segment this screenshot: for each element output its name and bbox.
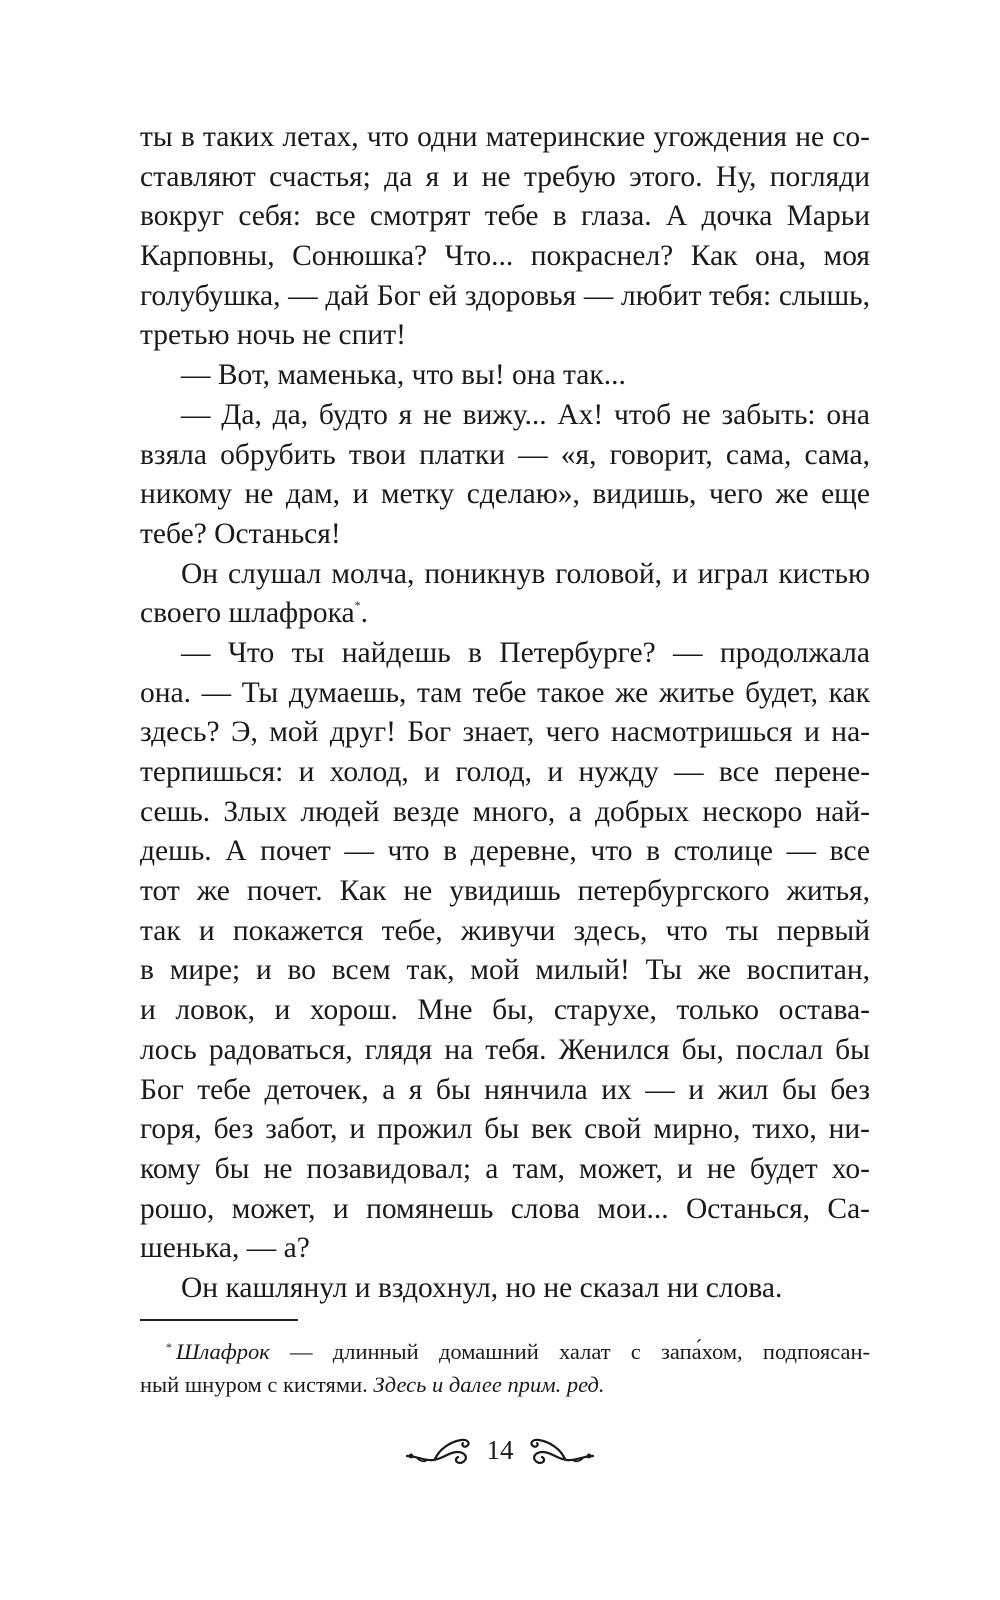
text-line-content: своего шлафрока [140, 597, 355, 630]
text-line [140, 872, 870, 912]
text-line [140, 555, 870, 595]
text-line-content: Карповны, Сонюшка? Что... покраснел? Как она, моя [140, 240, 870, 273]
text-line-content: тебе? Останься! [140, 517, 341, 550]
text-line-content: лось радоваться, глядя на тебя. Женился бы, послал бы [140, 1033, 870, 1066]
text-line [140, 1229, 870, 1269]
text-line-content: так и покажется тебе, живучи здесь, что ты первый [140, 914, 870, 947]
footnote-definition-end: ный шнуром с кистями. [140, 1372, 374, 1397]
text-line [140, 991, 870, 1031]
text-line-content: ставляют счастья; да я и не требую этого. Ну, погляди [140, 160, 870, 193]
text-line-content: Бог тебе деточек, а я бы нянчила их — и жил бы без [140, 1073, 870, 1106]
text-line-content: голубушка, — дай Бог ей здоровья — любит тебя: слышь, [140, 279, 870, 312]
footnote [140, 1335, 870, 1401]
text-line [140, 118, 870, 158]
editor-note: Здесь и далее прим. ред. [373, 1372, 605, 1397]
text-line-punctuation: . [360, 597, 369, 630]
page-number: 14 [486, 1435, 514, 1465]
text-line [140, 158, 870, 198]
text-line-content: никому не дам, и метку сделаю», видишь, чего же еще [140, 478, 870, 511]
text-line [140, 515, 870, 555]
text-line-content: терпишься: и холод, и голод, и нужду — все перене- [140, 756, 870, 788]
text-line [140, 1031, 870, 1071]
text-line [140, 396, 870, 436]
text-line-content: — Вот, маменька, что вы! она так... [181, 359, 626, 392]
page-footer [0, 1432, 1000, 1472]
text-line [140, 1269, 870, 1309]
text-line-content: шенька, — а? [140, 1232, 310, 1265]
text-line-content: ты в таких летах, что одни материнские угождения не со- [140, 121, 870, 153]
text-line [140, 912, 870, 952]
text-line-content: Он слушал молча, поникнув головой, и играл кистью [181, 557, 870, 590]
text-line [140, 674, 870, 714]
text-line-content: рошо, может, и помянешь слова мои... Останься, Са- [140, 1192, 870, 1225]
text-line [140, 713, 870, 753]
text-line [140, 634, 870, 674]
text-line-content: — Да, да, будто я не вижу... Ах! чтоб не забыть: она [181, 398, 870, 431]
footnote-marker: * [166, 1340, 172, 1354]
footnote-line [140, 1368, 870, 1401]
text-line [140, 1071, 870, 1111]
body-text [140, 118, 870, 1309]
text-line [140, 436, 870, 476]
text-line-content: сешь. Злых людей везде много, а добрых нескоро най- [140, 795, 870, 828]
text-line-content: она. — Ты думаешь, там тебе такое же житье будет, как [140, 676, 870, 709]
text-line-content: — Что ты найдешь в Петербурге? — продолжала [181, 636, 870, 669]
text-line [140, 832, 870, 872]
text-line [140, 277, 870, 317]
text-line [140, 1190, 870, 1230]
footnote-line [140, 1335, 870, 1368]
text-line-content: и ловок, и хорош. Мне бы, старухе, только остава- [140, 994, 870, 1027]
text-line-content: здесь? Э, мой друг! Бог знает, чего насмотришься и на- [140, 716, 870, 749]
left-ornament-icon [405, 1434, 473, 1468]
footnote-separator [140, 1319, 298, 1321]
text-line-content: третью ночь не спит! [140, 319, 406, 352]
right-ornament-icon [527, 1434, 595, 1468]
text-line [140, 594, 870, 634]
text-line [140, 793, 870, 833]
text-line [140, 1110, 870, 1150]
footnote-definition: — длинный домашний халат с запа́хом, подпоясан- [269, 1339, 870, 1364]
text-line-content: дешь. А почет — что в деревне, что в столице — все [140, 835, 870, 868]
text-line [140, 951, 870, 991]
text-line-content: вокруг себя: все смотрят тебе в глаза. А дочка Марьи [140, 200, 870, 233]
text-line-content: кому бы не позавидовал; а там, может, и не будет хо- [140, 1152, 870, 1185]
text-line [140, 356, 870, 396]
text-line [140, 197, 870, 237]
text-line [140, 237, 870, 277]
text-line-content: горя, без забот, и прожил бы век свой мирно, тихо, ни- [140, 1113, 870, 1146]
text-line [140, 1150, 870, 1190]
text-line-content: взяла обрубить твои платки — «я, говорит, сама, сама, [140, 438, 870, 471]
text-line-content: Он кашлянул и вздохнул, но не сказал ни слова. [181, 1271, 783, 1304]
text-line-content: тот же почет. Как не увидишь петербургского житья, [140, 875, 870, 908]
text-line [140, 475, 870, 515]
text-line [140, 316, 870, 356]
footnote-term: Шлафрок [176, 1339, 270, 1364]
text-line [140, 753, 870, 793]
footnote-reference: * [354, 598, 361, 613]
text-line-content: в мире; и во всем так, мой милый! Ты же воспитан, [140, 954, 870, 987]
